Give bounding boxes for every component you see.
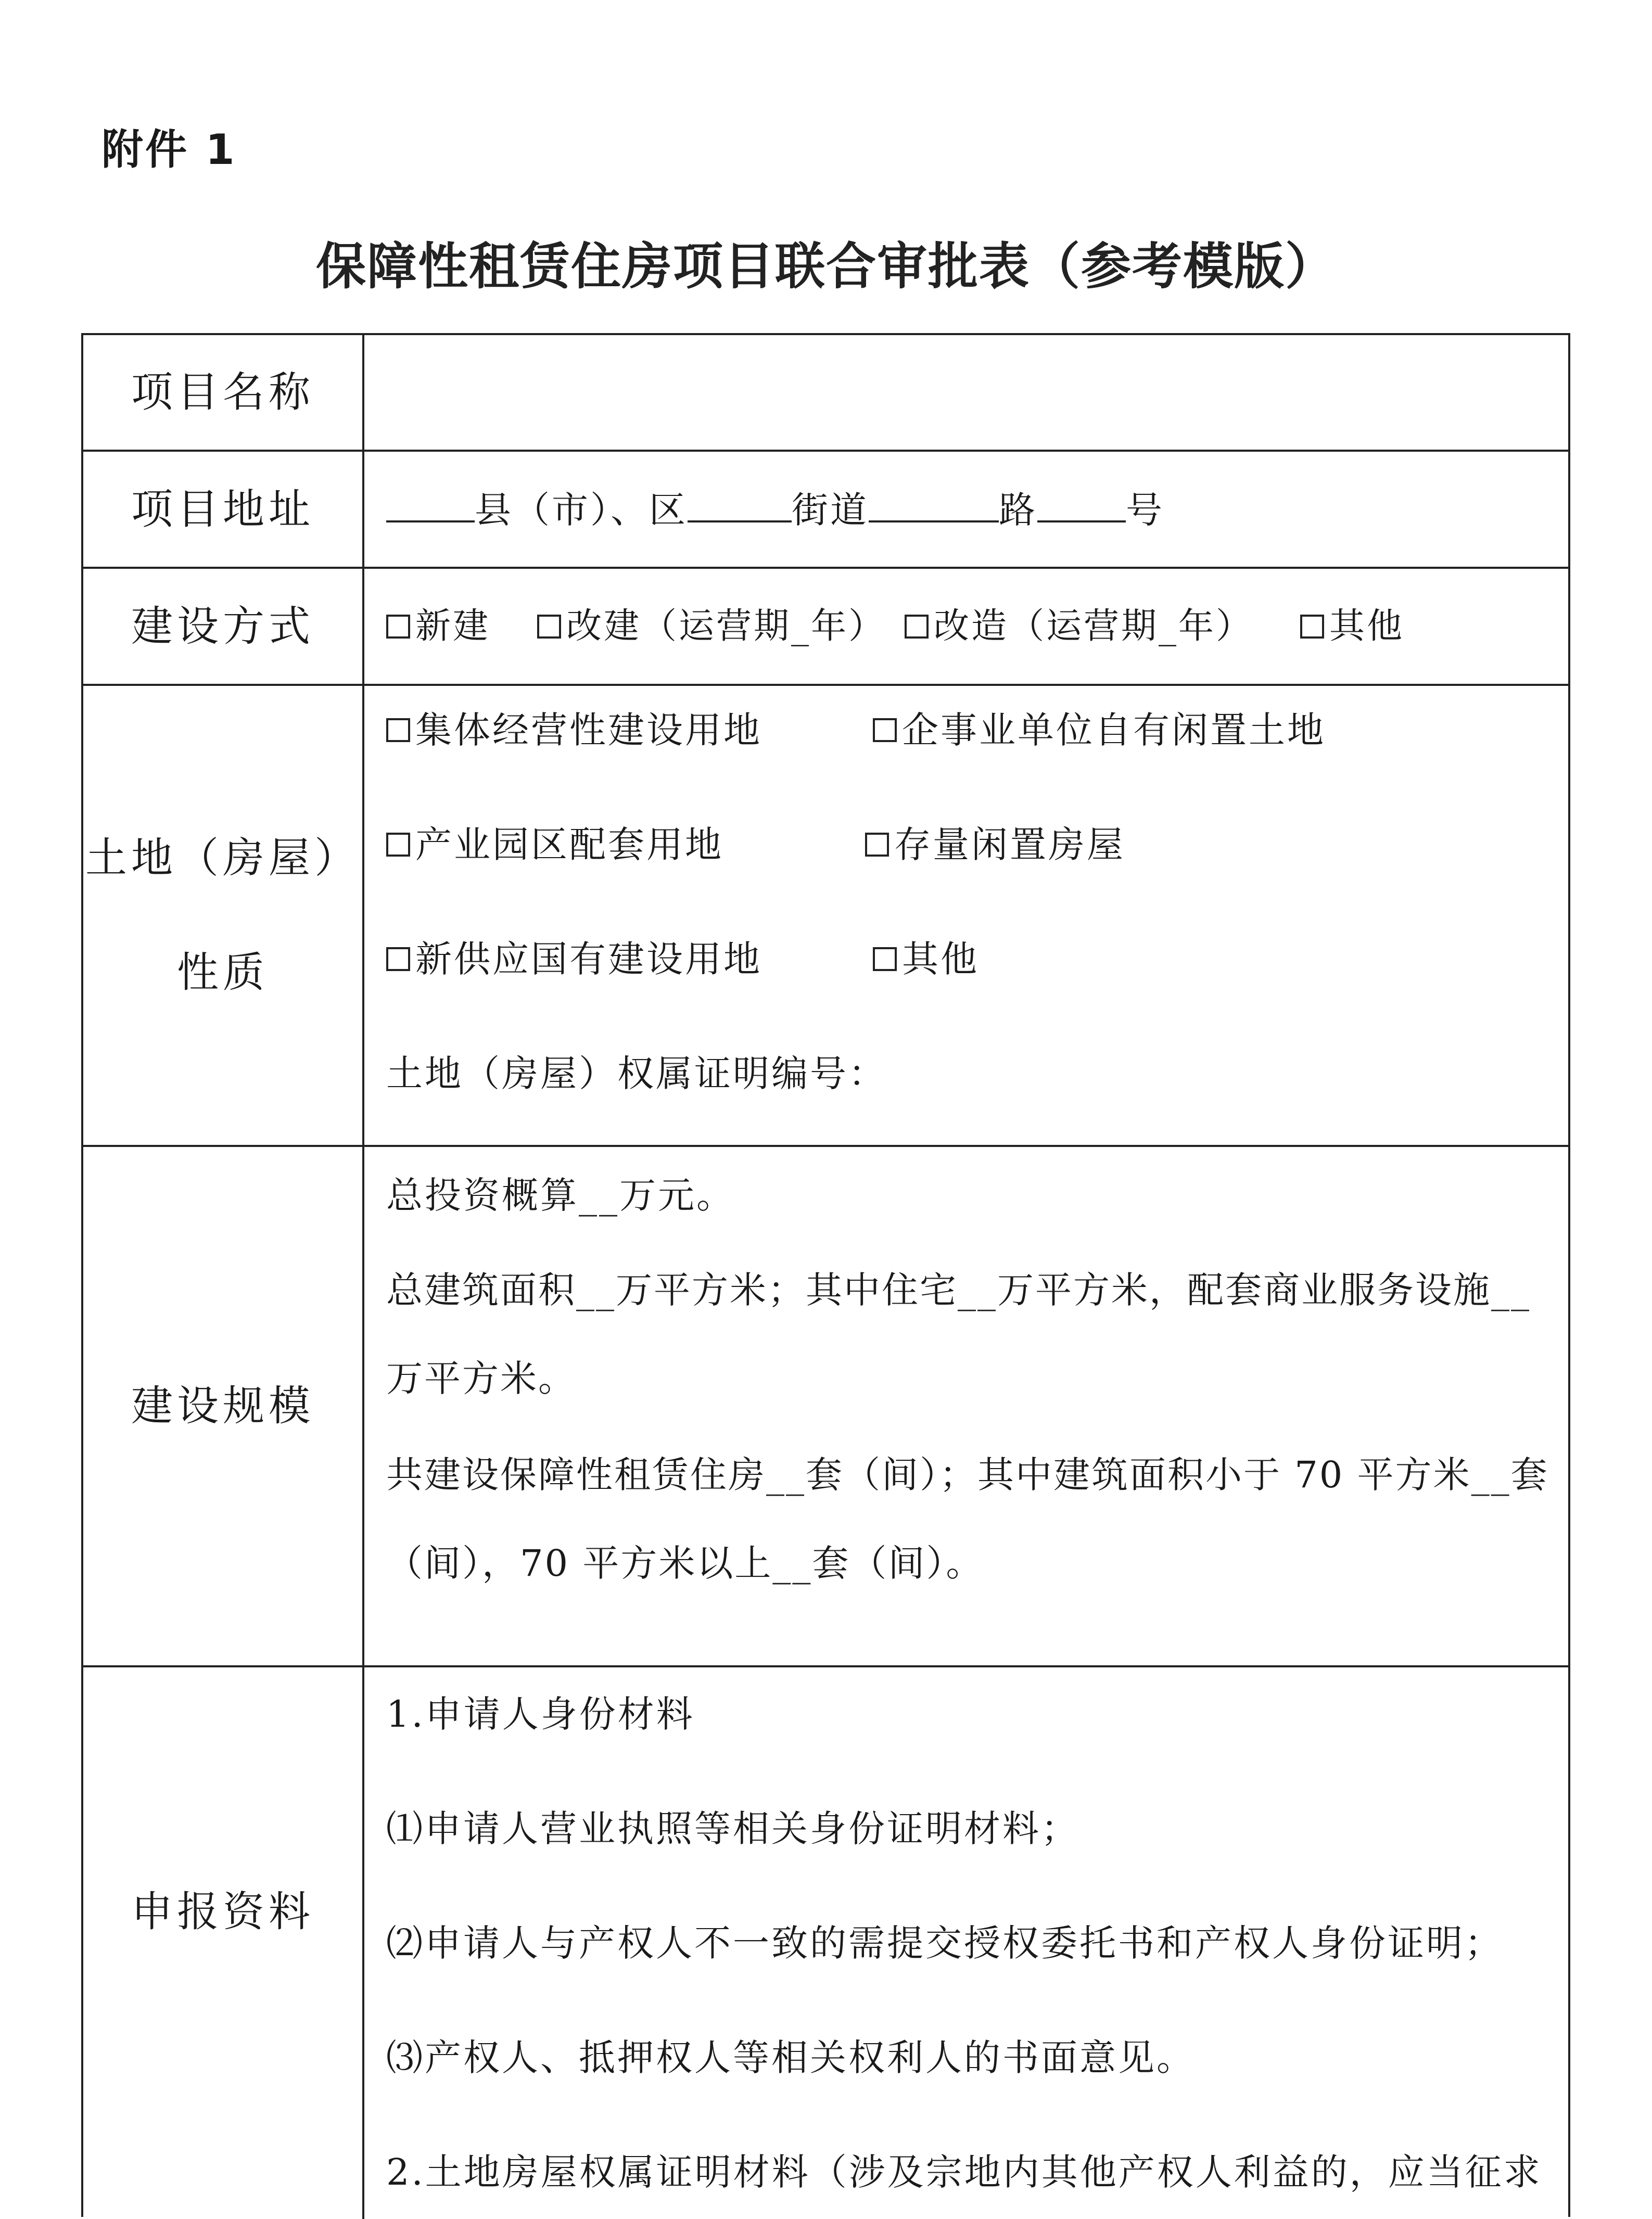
checkbox-icon[interactable]	[905, 615, 929, 639]
approval-form-table	[81, 333, 1570, 2217]
checkbox-icon[interactable]	[386, 615, 410, 639]
checkbox-icon[interactable]	[386, 718, 410, 742]
total-floor-area-text: 总建筑面积__万平方米；其中住宅__万平方米，配套商业服务设施__万平方米。	[386, 1269, 1531, 1400]
checkbox-icon[interactable]	[386, 947, 410, 971]
materials-item: ⑵申请人与产权人不一致的需提交授权委托书和产权人身份证明；	[386, 1922, 1503, 1965]
construction-scale-label: 建设规模	[83, 1147, 364, 1665]
checkbox-icon[interactable]	[537, 615, 561, 639]
attachment-label: 附件 1	[101, 125, 237, 174]
street-blank[interactable]	[688, 484, 792, 522]
materials-item: ⑶产权人、抵押权人等相关权利人的书面意见。	[386, 2036, 1195, 2079]
project-address-field[interactable]	[364, 452, 1568, 567]
page-title: 保障性租赁住房项目联合审批表（参考模版）	[316, 237, 1336, 296]
option-renovate[interactable]: 改造（运营期_年）	[905, 603, 1253, 650]
road-blank[interactable]	[869, 484, 999, 522]
option-new-state-land[interactable]: 新供应国有建设用地	[386, 936, 762, 983]
project-address-label: 项目地址	[83, 452, 364, 567]
county-blank[interactable]	[386, 484, 475, 522]
checkbox-icon[interactable]	[865, 833, 889, 857]
housing-units-text: 共建设保障性租赁住房__套（间）；其中建筑面积小于 70 平方米__套（间），70 平方米以上__套（间）。	[386, 1453, 1549, 1585]
row-project-address	[83, 452, 1568, 569]
option-other-land[interactable]: 其他	[873, 936, 979, 983]
option-enterprise-idle-land[interactable]: 企事业单位自有闲置土地	[873, 707, 1326, 754]
construction-method-label: 建设方式	[83, 569, 364, 684]
row-construction-scale	[83, 1147, 1568, 1667]
land-cert-number-label: 土地（房屋）权属证明编号：	[386, 1052, 887, 1095]
checkbox-icon[interactable]	[1300, 615, 1324, 639]
option-idle-housing[interactable]: 存量闲置房屋	[865, 821, 1125, 868]
project-name-label: 项目名称	[83, 335, 364, 450]
materials-item: 2.土地房屋权属证明材料（涉及宗地内其他产权人利益的，应当征求	[386, 2151, 1542, 2194]
row-land-nature	[83, 686, 1568, 1147]
project-name-field[interactable]	[364, 335, 1568, 450]
checkbox-icon[interactable]	[873, 718, 897, 742]
option-collective-land[interactable]: 集体经营性建设用地	[386, 707, 762, 754]
materials-item: ⑴申请人营业执照等相关身份证明材料；	[386, 1807, 1079, 1850]
application-materials-content	[364, 1667, 1568, 2219]
checkbox-icon[interactable]	[386, 833, 410, 857]
checkbox-icon[interactable]	[873, 947, 897, 971]
option-other-method[interactable]: 其他	[1300, 603, 1404, 650]
construction-method-options	[364, 569, 1568, 684]
row-project-name	[83, 335, 1568, 452]
materials-item: 1.申请人身份材料	[386, 1693, 695, 1736]
row-application-materials	[83, 1667, 1568, 2219]
application-materials-label: 申报资料	[83, 1667, 364, 2219]
address-part-street: 街道	[792, 489, 869, 531]
option-industrial-park-land[interactable]: 产业园区配套用地	[386, 821, 723, 868]
number-blank[interactable]	[1037, 484, 1126, 522]
address-part-county: 县（市）、区	[475, 489, 688, 531]
land-nature-label: 土地（房屋） 性质	[83, 686, 364, 1145]
option-new-build[interactable]: 新建	[386, 603, 490, 650]
construction-scale-content	[364, 1147, 1568, 1665]
row-construction-method	[83, 569, 1568, 686]
land-nature-options	[364, 686, 1568, 1145]
address-part-road: 路	[999, 489, 1037, 531]
address-part-number: 号	[1126, 489, 1164, 531]
total-investment-text: 总投资概算__万元。	[386, 1174, 735, 1217]
option-rebuild[interactable]: 改建（运营期_年）	[537, 603, 886, 650]
